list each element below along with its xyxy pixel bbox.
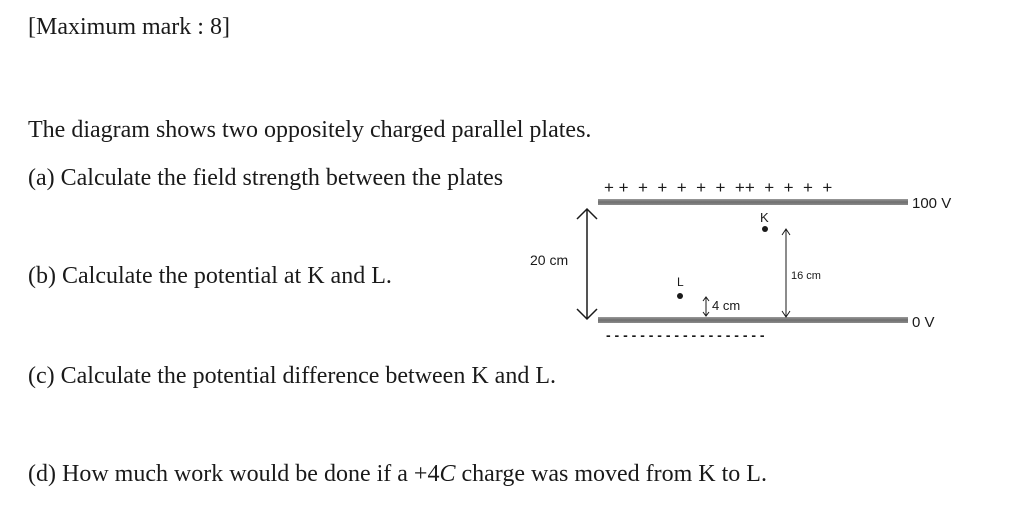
separation-label: 20 cm [530,252,569,268]
bottom-plate-voltage: 0 V [912,314,935,331]
separation-arrow [577,209,597,319]
top-plate-signs: + + + + + + + ++ + + + + [604,178,833,197]
bottom-plate [598,317,908,323]
point-l [677,293,683,299]
question-b: (b) Calculate the potential at K and L. [28,263,392,289]
question-d-prefix: (d) How much work would be done if a [28,461,414,487]
charge-unit: C [439,461,456,487]
bottom-plate-signs: - - - - - - - - - - - - - - - - - - - [606,327,765,343]
charge-sign: +4 [413,461,440,487]
k-height-label: 16 cm [791,270,821,282]
l-height-label: 4 cm [712,298,741,313]
question-a: (a) Calculate the field strength between the plates [28,165,504,191]
maximum-mark: [Maximum mark : 8] [28,14,230,40]
point-l-label: L [677,275,684,289]
question-d-suffix: charge was moved from K to L. [455,461,767,487]
top-plate-voltage: 100 V [912,195,952,212]
point-k-label: K [760,210,769,225]
point-k [762,226,768,232]
question-c: (c) Calculate the potential difference between K and L. [28,363,556,389]
k-height-arrow [782,229,790,317]
top-plate [598,199,908,205]
intro-text: The diagram shows two oppositely charged parallel plates. [28,117,592,143]
l-height-arrow [703,297,709,316]
